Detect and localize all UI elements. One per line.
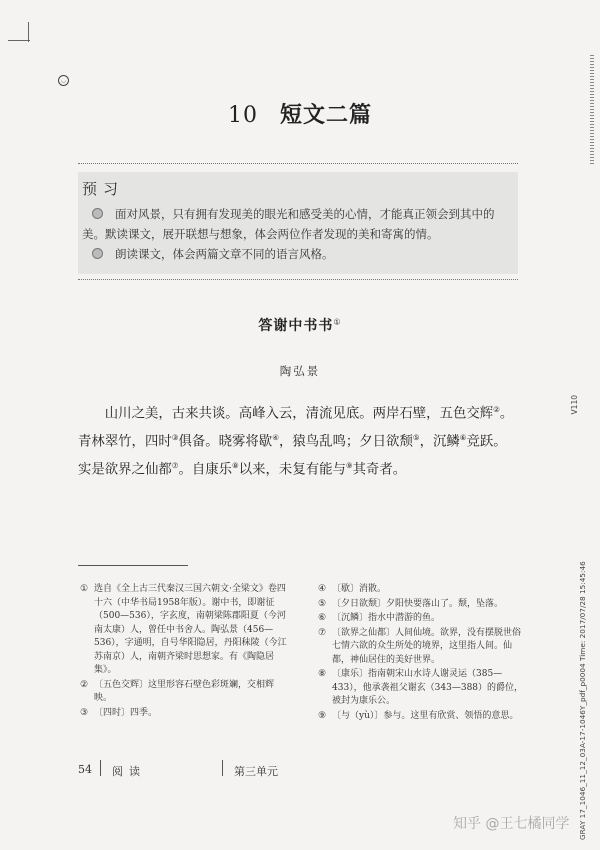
- footnote-number: ③: [80, 707, 89, 718]
- text-segment: 。青林翠竹，四时: [78, 406, 514, 450]
- footnote: [80, 583, 290, 678]
- footnote: [80, 707, 290, 721]
- footer-separator: [222, 760, 223, 776]
- text-segment: 俱备。晓雾将歇: [178, 434, 273, 450]
- text-segment: 以来，未复有能与: [238, 462, 346, 478]
- bullet-icon: [92, 248, 103, 259]
- piece-title: [0, 315, 600, 335]
- preview-item-text: 面对风景，只有拥有发现美的眼光和感受美的心情，才能真正领会到其中的美。默读课文，展开联想与想象，体会两位作者发现的美和寄寓的情。: [82, 207, 495, 241]
- preview-item: [82, 204, 512, 244]
- footnote-number: ④: [318, 584, 327, 594]
- footnote: [80, 679, 290, 706]
- text-segment: 。自康乐: [178, 462, 233, 478]
- lesson-title-text: 短文二篇: [279, 102, 372, 128]
- footnote: [318, 612, 528, 626]
- footer-section: 阅读: [112, 765, 146, 778]
- preview-text: [82, 204, 512, 264]
- footnote-text: 选自《全上古三代秦汉三国六朝文·全梁文》卷四十六（中华书局1958年版）。谢中书，即谢征（500—536），字玄度，南朝梁陈郡阳夏（今河南太康）人，曾任中书舍人。陶弘景（456—536），字通明，自号华阳隐居，丹阳秣陵（今江苏南京）人，南朝齐梁时思想家。有《陶隐居集》。: [94, 584, 287, 675]
- footnote-text: 〔沉鳞〕指水中潜游的鱼。: [332, 613, 441, 623]
- footnote-number: ②: [80, 679, 89, 690]
- footnote: [318, 598, 528, 612]
- footnote: [318, 583, 528, 597]
- footnote-text: 〔与（yù）〕参与。这里有欣赏、领悟的意思。: [332, 710, 519, 721]
- side-file-info: [578, 510, 590, 840]
- footnote-text: 〔欲界之仙都〕人间仙境。欲界，没有摆脱世俗七情六欲的众生所处的境界，这里指人间。仙都，神仙居住的美好世界。: [332, 627, 522, 665]
- divider: [78, 279, 518, 280]
- crop-mark: [8, 40, 30, 41]
- footnote-number: ⑦: [318, 627, 327, 638]
- divider: [78, 163, 518, 164]
- footnote-marker: ⑦: [171, 460, 179, 470]
- footer-separator: [100, 760, 101, 776]
- text-segment: 山川之美，古来共谈。高峰入云，清流见底。两岸石壁，五色交辉: [104, 406, 494, 422]
- bullet-icon: [92, 208, 103, 219]
- crop-mark: [28, 22, 29, 42]
- footnote-marker: ⑧: [232, 460, 239, 470]
- footnote-marker: ⑨: [345, 460, 353, 470]
- side-code: V110: [570, 395, 579, 415]
- footnote-marker: ②: [493, 405, 500, 414]
- author: 陶弘景: [279, 364, 321, 378]
- main-paragraph: [78, 398, 518, 482]
- preview-item-text: 朗读课文，体会两篇文章不同的语言风格。: [115, 247, 334, 261]
- footnote-marker: ③: [171, 432, 179, 442]
- footnote-text: 〔五色交辉〕这里形容石壁色彩斑斓，交相辉映。: [94, 679, 275, 703]
- footnote-text: 〔康乐〕指南朝宋山水诗人谢灵运（385—433），他承袭祖父谢玄（343—388）的爵位，被封为康乐公。: [332, 669, 524, 706]
- footnote-marker: ⑥: [459, 432, 467, 442]
- smiley-icon: ◡: [58, 75, 69, 86]
- footnote: [318, 668, 528, 709]
- page-number: 54: [78, 763, 92, 776]
- footnote: [318, 627, 528, 668]
- lesson-title: [0, 98, 600, 129]
- footnote-marker: ⑤: [412, 432, 420, 442]
- main-text: [78, 398, 518, 482]
- footnote-divider: [78, 565, 188, 566]
- side-file-text: 17_1046_11_12_03A-17-1046Y_pdf_p0004 Time: 2017/07/28 15:45:46: [578, 561, 587, 819]
- piece-title-text: 答谢中书书: [258, 318, 334, 334]
- text-segment: 竞跃。实是欲界之仙都: [78, 434, 507, 478]
- footnote-number: ⑤: [318, 598, 327, 609]
- footnote-number: ⑨: [318, 710, 327, 721]
- footnote-text: 〔夕日欲颓〕夕阳快要落山了。颓，坠落。: [332, 598, 504, 609]
- side-gray: GRAY: [578, 820, 587, 840]
- footer-unit: 第三单元: [234, 765, 278, 778]
- text-segment: 其奇者。: [352, 462, 407, 478]
- watermark: 知乎 @王七橘同学: [453, 816, 570, 832]
- footnote-marker: ④: [272, 432, 279, 442]
- preview-heading: 预习: [82, 180, 125, 198]
- footnote-text: 〔歇〕消散。: [332, 584, 387, 594]
- footnote-number: ⑥: [318, 613, 327, 623]
- text-segment: ，猿鸟乱鸣；夕日欲颓: [278, 434, 413, 450]
- footnote-number: ⑧: [318, 669, 327, 679]
- footnote-number: ①: [80, 584, 89, 594]
- footnote: [318, 710, 528, 724]
- footnote-marker: ①: [333, 317, 342, 327]
- preview-item: [82, 244, 512, 264]
- footnote-text: 〔四时〕四季。: [94, 707, 158, 718]
- text-segment: ，沉鳞: [419, 434, 460, 450]
- footnotes-left: [80, 583, 290, 721]
- footnotes-right: [318, 583, 528, 724]
- lesson-number: 10: [227, 103, 258, 128]
